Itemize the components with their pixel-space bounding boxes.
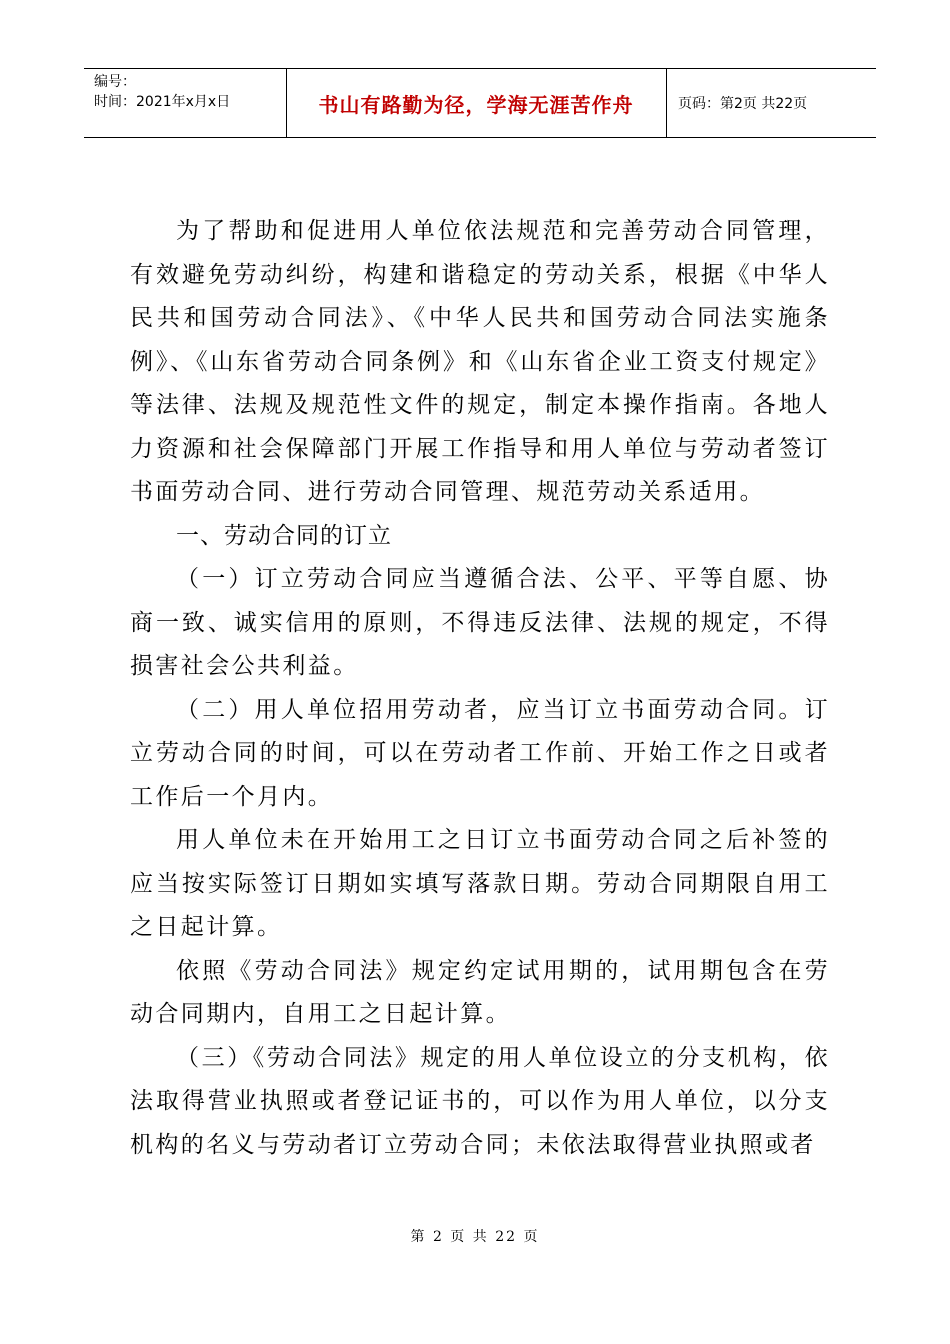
clause-3-paragraph: （三）《劳动合同法》规定的用人单位设立的分支机构，依法取得营业执照或者登记证书的，可以作为用人单位，以分支机构的名义与劳动者订立劳动合同；未依法取得营业执照或者 xyxy=(130,1044,830,1158)
clause-2-paragraph: （二）用人单位招用劳动者，应当订立书面劳动合同。订立劳动合同的时间，可以在劳动者工作前、开始工作之日或者工作后一个月内。 xyxy=(130,696,830,810)
date-label: 时间：2021年x月x日 xyxy=(94,94,231,110)
header-page-cell xyxy=(666,69,876,137)
motto-text: 书山有路勤为径，学海无涯苦作舟 xyxy=(318,92,634,117)
page-footer: 第 2 页 共 22 页 xyxy=(410,1229,540,1245)
clause-1-paragraph: （一）订立劳动合同应当遵循合法、公平、平等自愿、协商一致、诚实信用的原则，不得违反法律、法规的规定，不得损害社会公共利益。 xyxy=(130,566,830,679)
header-info-cell xyxy=(84,69,287,137)
document-header xyxy=(84,68,876,138)
page-code: 页码：第2页 共22页 xyxy=(678,96,808,112)
intro-paragraph: 为了帮助和促进用人单位依法规范和完善劳动合同管理，有效避免劳动纠纷，构建和谐稳定的劳动关系，根据《中华人民共和国劳动合同法》、《中华人民共和国劳动合同法实施条例》、《山东省劳动合同条例》和《山东省企业工资支付规定》等法律、法规及规范性文件的规定，制定本操作指南。各地人力资源和社会保障部门开展工作指导和用人单位与劳动者签订书面劳动合同、进行劳动合同管理、规范劳动关系适用。 xyxy=(130,218,830,505)
section-heading: 一、劳动合同的订立 xyxy=(176,522,392,549)
probation-paragraph: 依照《劳动合同法》规定约定试用期的，试用期包含在劳动合同期内，自用工之日起计算。 xyxy=(130,957,830,1027)
document-body xyxy=(130,210,830,1167)
clause-2-note-paragraph: 用人单位未在开始用工之日订立书面劳动合同之后补签的应当按实际签订日期如实填写落款日期。劳动合同期限自用工之日起计算。 xyxy=(130,827,830,940)
serial-number-label: 编号： xyxy=(94,74,136,90)
header-motto-cell xyxy=(286,69,667,137)
